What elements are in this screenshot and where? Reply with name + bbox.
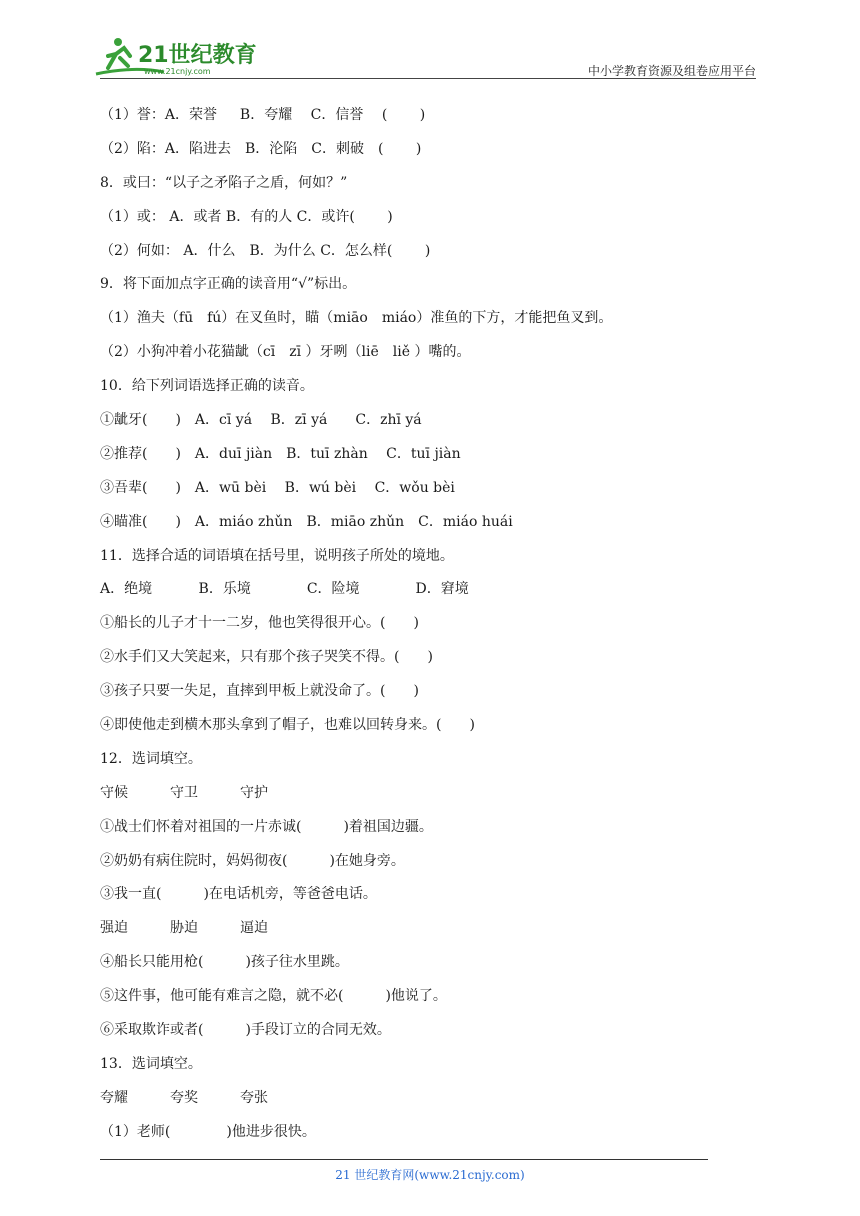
question-10: 10．给下列词语选择正确的读音。 [100,378,314,395]
footer-divider [100,1159,708,1160]
logo-subtitle: www.21cnjy.com [144,67,211,76]
text-line: A．绝境 B．乐境 C．险境 D．窘境 [100,581,469,598]
question-8: 8．或曰：“以子之矛陷子之盾，何如？” [100,174,348,191]
platform-name: 中小学教育资源及组卷应用平台 [587,64,756,78]
text-line: ③我一直( )在电话机旁，等爸爸电话。 [100,886,377,903]
text-line: （2）何如： A．什么 B．为什么 C．怎么样( ) [100,242,431,259]
text-line: ②推荐( ) A．duī jiàn B．tuī zhàn C．tuī jiàn [100,445,461,462]
question-11: 11．选择合适的词语填在括号里，说明孩子所处的境地。 [100,547,454,564]
text-line: ④瞄准( ) A．miáo zhǔn B．miāo zhǔn C．miáo huái [100,513,513,530]
logo-21cnjy [94,36,264,78]
logo-title: 21世纪教育 [138,43,257,68]
text-line: 夸耀 夸奖 夸张 [100,1089,268,1106]
text-line: ④船长只能用枪( )孩子往水里跳。 [100,954,349,971]
text-line: （1）老师( )他进步很快。 [100,1123,316,1140]
text-line: ①船长的儿子才十一二岁，他也笑得很开心。( ) [100,615,419,632]
text-line: （1）或： A．或者 B．有的人 C．或许( ) [100,208,393,225]
text-line: ③孩子只要一失足，直摔到甲板上就没命了。( ) [100,683,419,700]
text-line: ④即使他走到横木那头拿到了帽子，也难以回转身来。( ) [100,717,475,734]
text-line: 强迫 胁迫 逼迫 [100,920,268,937]
text-line: （2）陷：A．陷进去 B．沦陷 C．刺破 ( ) [100,140,422,157]
text-line: 守候 守卫 守护 [100,784,268,801]
text-line: ①龇牙( ) A．cī yá B．zī yá C．zhī yá [100,412,422,429]
footer-link[interactable]: 21 世纪教育网(www.21cnjy.com) [335,1168,525,1182]
question-content [100,104,760,1155]
text-line: ③吾辈( ) A．wū bèi B．wú bèi C．wǒu bèi [100,479,455,496]
text-line: （2）小狗冲着小花猫龇（cī zī ）牙咧（liē liě ）嘴的。 [100,344,471,361]
text-line: （1）誉：A．荣誉 B．夸耀 C．信誉 ( ) [100,107,426,123]
question-13: 13．选词填空。 [100,1055,202,1072]
text-line: ②奶奶有病住院时，妈妈彻夜( )在她身旁。 [100,852,405,869]
header-divider [100,78,756,79]
page-header [0,0,860,90]
text-line: ⑥采取欺诈或者( )手段订立的合同无效。 [100,1022,391,1039]
text-line: ②水手们又大笑起来，只有那个孩子哭笑不得。( ) [100,649,433,666]
question-12: 12．选词填空。 [100,750,202,767]
question-9: 9．将下面加点字正确的读音用“√”标出。 [100,276,357,293]
text-line: （1）渔夫（fū fú）在叉鱼时，瞄（miāo miáo）准鱼的下方，才能把鱼叉到。 [100,310,613,327]
text-line: ⑤这件事，他可能有难言之隐，就不必( )他说了。 [100,988,447,1005]
text-line: ①战士们怀着对祖国的一片赤诚( )着祖国边疆。 [100,818,433,835]
